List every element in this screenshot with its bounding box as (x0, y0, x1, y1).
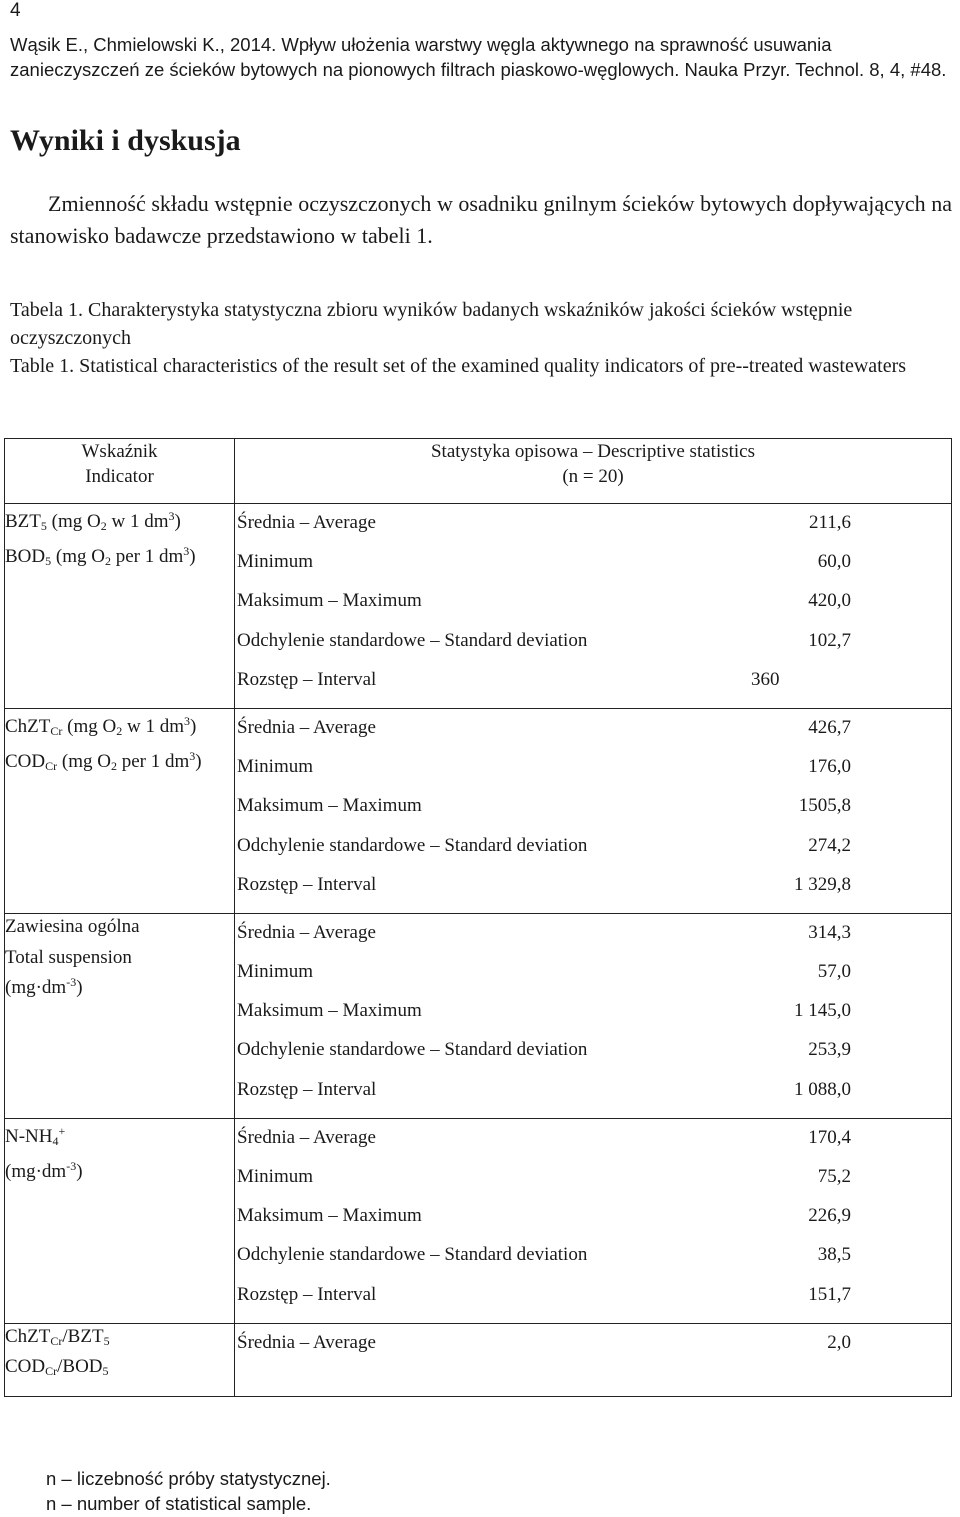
stat-value: 314,3 (808, 921, 851, 943)
stat-value: 253,9 (808, 1039, 851, 1061)
stat-row-interval (235, 661, 951, 700)
table-row (5, 708, 952, 913)
indicator-sub: Cr (45, 1363, 58, 1378)
indicator-cell-suspension (5, 913, 235, 1118)
indicator-cell-ammonium (5, 1118, 235, 1323)
stat-value: 170,4 (808, 1126, 851, 1148)
indicator-text: ChZT (5, 715, 51, 737)
indicator-cell-cod (5, 708, 235, 913)
indicator-text: (mg O (51, 546, 105, 567)
indicator-text: (mg O (46, 511, 101, 532)
stat-label: Średnia – Average (237, 1331, 376, 1353)
stat-row-std (235, 827, 951, 866)
indicator-cell-ratio (5, 1323, 235, 1396)
stat-value: 60,0 (817, 551, 851, 573)
indicator-sup: 3 (189, 748, 196, 763)
indicator-sup: -3 (66, 974, 77, 989)
section-heading: Wyniki i dyskusja (10, 124, 241, 157)
stat-label: Średnia – Average (237, 1126, 376, 1148)
stat-value: 420,0 (808, 590, 851, 612)
stat-value: 226,9 (808, 1205, 851, 1227)
stat-label: Średnia – Average (237, 921, 376, 943)
indicator-text: ) (76, 1160, 83, 1182)
stat-value: 75,2 (817, 1166, 851, 1187)
stat-row-minimum (235, 543, 951, 582)
table-row (5, 504, 952, 709)
indicator-sup: 3 (168, 509, 175, 523)
indicator-text: ) (195, 750, 202, 772)
indicator-sub: Cr (50, 723, 63, 738)
indicator-text: BOD (5, 546, 46, 567)
stat-value: 57,0 (817, 961, 851, 983)
stat-label: Maksimum – Maximum (237, 1000, 422, 1022)
stat-label: Odchylenie standardowe – Standard deviation (237, 629, 588, 651)
stat-row-interval (235, 1071, 951, 1110)
table-row (5, 1323, 952, 1396)
indicator-text: /BZT (62, 1325, 104, 1347)
stat-value-text: 360 (751, 668, 780, 690)
indicator-cell-bod (5, 504, 235, 709)
indicator-header-pl: Wskaźnik (81, 441, 158, 462)
indicator-text: w 1 dm (106, 511, 169, 532)
indicator-sub: 5 (102, 1363, 109, 1378)
stat-row-interval (235, 1276, 951, 1315)
stat-label: Minimum (237, 551, 314, 573)
stat-row-average (235, 1119, 951, 1158)
indicator-text: ChZT (5, 1325, 51, 1347)
stat-value: 1 329,8 (794, 873, 851, 895)
stat-value: 274,2 (808, 834, 851, 856)
indicator-text: /BOD (57, 1355, 103, 1377)
table-caption-en: Table 1. Statistical characteristics of the result set of the examined quality indicators of pre--treated wastewaters (10, 355, 907, 377)
stat-label: Rozstęp – Interval (237, 1283, 377, 1305)
indicator-sup: -3 (66, 1158, 77, 1173)
indicator-sup: 3 (183, 713, 190, 728)
indicator-sub: 2 (116, 723, 123, 738)
indicator-text: per 1 dm (110, 546, 184, 567)
stat-row-maximum (235, 582, 951, 621)
stat-label: Średnia – Average (237, 716, 376, 738)
stat-row-interval (235, 866, 951, 905)
stat-value: 176,0 (808, 756, 851, 778)
statistics-table (4, 438, 952, 1397)
indicator-text: w 1 dm (122, 715, 184, 737)
indicator-sub: Cr (45, 758, 58, 773)
stat-value: 2,0 (827, 1331, 851, 1353)
stats-block (235, 1323, 952, 1396)
indicator-text: per 1 dm (116, 750, 190, 772)
indicator-text: BZT (5, 511, 41, 532)
indicator-text: COD (5, 750, 46, 772)
stat-row-average (235, 709, 951, 748)
stat-label: Rozstęp – Interval (237, 668, 377, 690)
indicator-text: Zawiesina ogólna (5, 915, 140, 937)
stat-label: Odchylenie standardowe – Standard deviation (237, 1039, 588, 1061)
indicator-sub: 5 (45, 554, 52, 568)
stats-block (235, 504, 952, 709)
indicator-sub: 2 (104, 554, 111, 568)
indicator-text: (mg·dm (5, 1160, 67, 1182)
indicator-header (5, 439, 235, 504)
stats-block (235, 913, 952, 1118)
indicator-text: COD (5, 1355, 46, 1377)
indicator-text: ) (76, 976, 83, 998)
stat-value: 151,7 (808, 1283, 851, 1305)
stat-value (711, 669, 951, 691)
stat-label: Maksimum – Maximum (237, 1205, 422, 1227)
indicator-text: (mg·dm (5, 976, 67, 998)
stat-row-maximum (235, 787, 951, 826)
footnote-en: n – number of statistical sample. (46, 1493, 312, 1514)
indicator-sup: + (58, 1123, 66, 1138)
stat-row-minimum (235, 748, 951, 787)
indicator-text: (mg O (62, 715, 117, 737)
stats-block (235, 708, 952, 913)
page-number: 4 (10, 0, 21, 21)
indicator-text: Total suspension (5, 946, 132, 968)
indicator-sub: 2 (100, 519, 107, 533)
stat-label: Minimum (237, 961, 314, 983)
stat-label: Rozstęp – Interval (237, 873, 377, 895)
stat-row-maximum (235, 992, 951, 1031)
stat-label: Maksimum – Maximum (237, 795, 422, 817)
indicator-sub: Cr (50, 1333, 63, 1348)
stat-label: Odchylenie standardowe – Standard deviation (237, 834, 588, 856)
indicator-text: ) (189, 715, 197, 737)
indicator-text: N-NH (5, 1125, 53, 1147)
stat-row-average (235, 504, 951, 543)
footnote-pl: n – liczebność próby statystycznej. (46, 1468, 331, 1489)
table-row (5, 913, 952, 1118)
stats-header (235, 439, 952, 504)
stat-value: 1 088,0 (794, 1078, 851, 1100)
stat-row-average (235, 1324, 951, 1363)
indicator-text: ) (189, 546, 196, 567)
stat-row-minimum (235, 953, 951, 992)
stat-value: 211,6 (808, 512, 851, 533)
indicator-text: ) (174, 511, 181, 532)
stat-row-maximum (235, 1197, 951, 1236)
citation: Wąsik E., Chmielowski K., 2014. Wpływ ułożenia warstwy węgla aktywnego na sprawność usuwania zanieczyszczeń ze ścieków bytowych na pionowych filtrach piaskowo-węglowych. Nauka Przyr. Technol. 8, 4, #48. (10, 34, 947, 80)
stat-row-std (235, 1031, 951, 1070)
indicator-sup: 3 (183, 544, 190, 558)
table-header-row (5, 439, 952, 504)
stat-label: Średnia – Average (237, 512, 376, 533)
table-row (5, 1118, 952, 1323)
stat-value: 1 145,0 (794, 1000, 851, 1022)
indicator-text: (mg O (57, 750, 111, 772)
stat-label: Minimum (237, 1166, 314, 1187)
indicator-header-en: Indicator (85, 466, 154, 487)
stat-row-minimum (235, 1158, 951, 1197)
stat-label: Odchylenie standardowe – Standard deviation (237, 1244, 588, 1266)
stat-value: 38,5 (817, 1244, 851, 1266)
stats-header-n: (n = 20) (562, 466, 624, 487)
stat-row-average (235, 914, 951, 953)
stat-row-std (235, 622, 951, 661)
indicator-sub: 2 (110, 758, 117, 773)
indicator-sub: 5 (40, 519, 47, 533)
stat-label: Minimum (237, 756, 314, 778)
stat-value: 426,7 (808, 716, 851, 738)
stat-value: 1505,8 (798, 795, 851, 817)
stat-label: Rozstęp – Interval (237, 1078, 377, 1100)
stats-header-title: Statystyka opisowa – Descriptive statistics (430, 441, 755, 462)
table-caption-pl: Tabela 1. Charakterystyka statystyczna zbioru wyników badanych wskaźników jakości ścieków wstępnie oczyszczonych (10, 299, 853, 349)
intro-paragraph: Zmienność składu wstępnie oczyszczonych w osadniku gnilnym ścieków bytowych dopływających na stanowisko badawcze przedstawiono w tabeli 1. (10, 191, 952, 248)
stats-block (235, 1118, 952, 1323)
indicator-sub: 5 (103, 1333, 110, 1348)
stat-label: Maksimum – Maximum (237, 590, 422, 612)
indicator-sub: 4 (52, 1133, 59, 1148)
stat-row-std (235, 1236, 951, 1275)
stat-value: 102,7 (808, 629, 851, 651)
